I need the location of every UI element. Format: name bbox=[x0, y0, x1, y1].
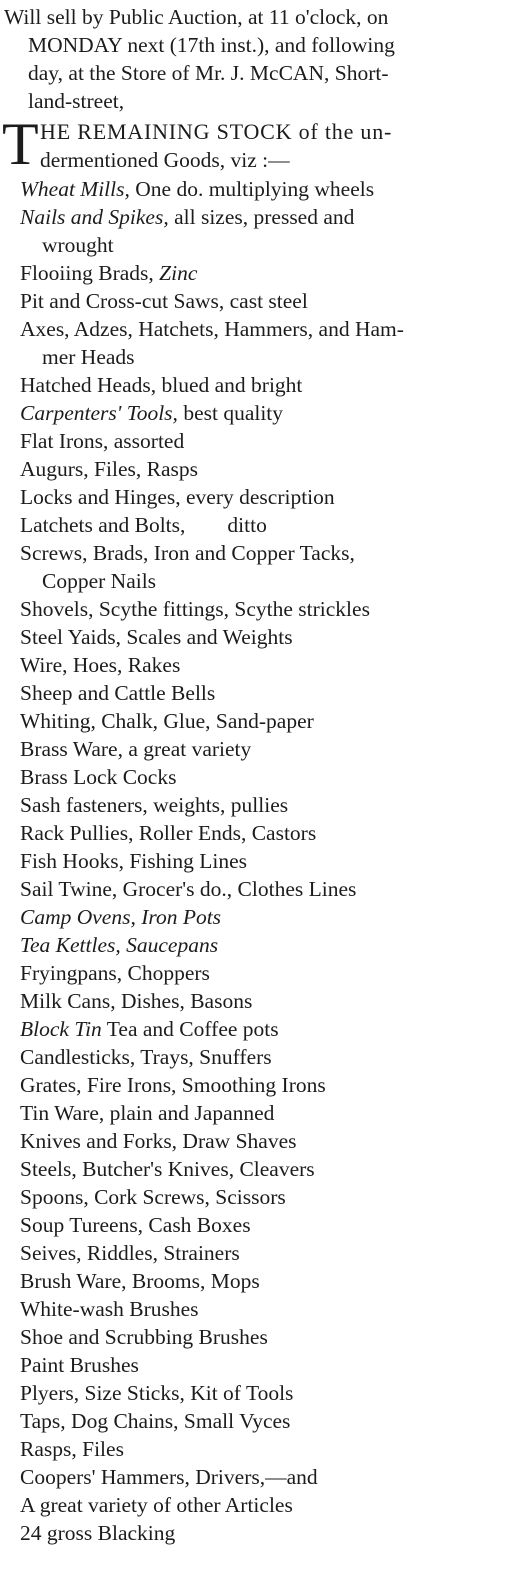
item-text: One do. multiplying wheels bbox=[129, 177, 375, 201]
item-text: Tea and Coffee pots bbox=[101, 1017, 279, 1041]
list-item bbox=[20, 791, 512, 819]
item-text: Shovels, Scythe fittings, Scythe strickles bbox=[20, 597, 370, 621]
list-item bbox=[20, 1099, 512, 1127]
item-text: all sizes, pressed and bbox=[168, 205, 355, 229]
item-text: Screws, Brads, Iron and Copper Tacks, bbox=[20, 541, 355, 565]
headline-line: dermentioned Goods, viz :— bbox=[40, 148, 290, 172]
list-item bbox=[20, 959, 512, 987]
item-text: Paint Brushes bbox=[20, 1353, 139, 1377]
item-text: Flat Irons, assorted bbox=[20, 429, 185, 453]
item-continuation: Copper Nails bbox=[42, 569, 157, 593]
list-item bbox=[20, 539, 512, 595]
list-item bbox=[20, 1323, 512, 1351]
item-text: Coopers' Hammers, Drivers,—and bbox=[20, 1465, 318, 1489]
list-item bbox=[20, 259, 512, 287]
item-ditto: ditto bbox=[227, 513, 267, 537]
list-item bbox=[20, 595, 512, 623]
list-item bbox=[20, 511, 512, 539]
auction-intro bbox=[4, 3, 512, 115]
item-text: White-wash Brushes bbox=[20, 1297, 199, 1321]
item-text: Wire, Hoes, Rakes bbox=[20, 653, 181, 677]
item-italic-text: Block Tin bbox=[20, 1017, 102, 1041]
item-italic-text: Zinc bbox=[159, 261, 198, 285]
list-item bbox=[20, 1211, 512, 1239]
item-text: Sheep and Cattle Bells bbox=[20, 681, 216, 705]
list-item bbox=[20, 1043, 512, 1071]
intro-line: day, at the Store of Mr. J. McCAN, Short- bbox=[28, 61, 389, 85]
drop-cap: T bbox=[2, 111, 39, 177]
list-item bbox=[20, 1015, 512, 1043]
intro-line: land-street, bbox=[28, 89, 125, 113]
item-text: Flooiing Brads, bbox=[20, 261, 160, 285]
list-item bbox=[20, 175, 512, 203]
item-text: Whiting, Chalk, Glue, Sand-paper bbox=[20, 709, 314, 733]
item-text: Axes, Adzes, Hatchets, Hammers, and Ham- bbox=[20, 317, 404, 341]
item-text: best quality bbox=[177, 401, 284, 425]
list-item bbox=[20, 455, 512, 483]
item-text: Shoe and Scrubbing Brushes bbox=[20, 1325, 268, 1349]
item-text: Sash fasteners, weights, pullies bbox=[20, 793, 289, 817]
list-item bbox=[20, 1127, 512, 1155]
item-text: 24 gross Blacking bbox=[20, 1521, 176, 1545]
list-item bbox=[20, 931, 512, 959]
list-item bbox=[20, 1351, 512, 1379]
list-item bbox=[20, 1491, 512, 1519]
item-text: Knives and Forks, Draw Shaves bbox=[20, 1129, 297, 1153]
intro-line: MONDAY next (17th inst.), and following bbox=[28, 33, 395, 57]
item-text: Brass Lock Cocks bbox=[20, 765, 177, 789]
item-text: Locks and Hinges, every description bbox=[20, 485, 335, 509]
list-item bbox=[20, 1435, 512, 1463]
list-item bbox=[20, 875, 512, 903]
list-item bbox=[20, 1519, 512, 1547]
list-item bbox=[20, 987, 512, 1015]
list-item bbox=[20, 819, 512, 847]
list-item bbox=[20, 623, 512, 651]
list-item bbox=[20, 483, 512, 511]
item-italic-text: Wheat Mills, bbox=[20, 177, 130, 201]
list-item bbox=[20, 763, 512, 791]
stock-headline bbox=[2, 111, 512, 177]
item-text: Brass Ware, a great variety bbox=[20, 737, 252, 761]
item-text: Latchets and Bolts, bbox=[20, 513, 186, 537]
list-item bbox=[20, 1183, 512, 1211]
list-item bbox=[20, 1239, 512, 1267]
item-text: Rasps, Files bbox=[20, 1437, 124, 1461]
item-text: Plyers, Size Sticks, Kit of Tools bbox=[20, 1381, 294, 1405]
list-item bbox=[20, 651, 512, 679]
item-italic-text: Nails and Spikes, bbox=[20, 205, 169, 229]
item-text: Brush Ware, Brooms, Mops bbox=[20, 1269, 260, 1293]
item-text: Taps, Dog Chains, Small Vyces bbox=[20, 1409, 291, 1433]
list-item bbox=[20, 399, 512, 427]
item-text: Fish Hooks, Fishing Lines bbox=[20, 849, 247, 873]
item-text: Augurs, Files, Rasps bbox=[20, 457, 198, 481]
list-item bbox=[20, 1155, 512, 1183]
list-item bbox=[20, 287, 512, 315]
list-item bbox=[20, 1071, 512, 1099]
item-text: Seives, Riddles, Strainers bbox=[20, 1241, 240, 1265]
list-item bbox=[20, 371, 512, 399]
item-text: Steels, Butcher's Knives, Cleavers bbox=[20, 1157, 315, 1181]
goods-list bbox=[20, 175, 512, 1547]
item-text: Soup Tureens, Cash Boxes bbox=[20, 1213, 251, 1237]
list-item bbox=[20, 847, 512, 875]
item-text: Tin Ware, plain and Japanned bbox=[20, 1101, 275, 1125]
list-item bbox=[20, 1463, 512, 1491]
item-text: Candlesticks, Trays, Snuffers bbox=[20, 1045, 272, 1069]
item-continuation: wrought bbox=[42, 233, 114, 257]
list-item bbox=[20, 735, 512, 763]
item-text: Hatched Heads, blued and bright bbox=[20, 373, 303, 397]
list-item bbox=[20, 1407, 512, 1435]
list-item bbox=[20, 1379, 512, 1407]
list-item bbox=[20, 203, 512, 259]
item-italic-text: Tea Kettles, Saucepans bbox=[20, 933, 219, 957]
item-text: Pit and Cross-cut Saws, cast steel bbox=[20, 289, 308, 313]
item-text: Spoons, Cork Screws, Scissors bbox=[20, 1185, 286, 1209]
item-continuation: mer Heads bbox=[42, 345, 135, 369]
item-text: Fryingpans, Choppers bbox=[20, 961, 210, 985]
list-item bbox=[20, 1267, 512, 1295]
list-item bbox=[20, 679, 512, 707]
item-text: Grates, Fire Irons, Smoothing Irons bbox=[20, 1073, 326, 1097]
list-item bbox=[20, 1295, 512, 1323]
list-item bbox=[20, 903, 512, 931]
item-italic-text: Carpenters' Tools, bbox=[20, 401, 178, 425]
list-item bbox=[20, 315, 512, 371]
item-italic-text: Camp Ovens, Iron Pots bbox=[20, 905, 222, 929]
item-text: A great variety of other Articles bbox=[20, 1493, 293, 1517]
item-text: Sail Twine, Grocer's do., Clothes Lines bbox=[20, 877, 357, 901]
list-item bbox=[20, 427, 512, 455]
item-text: Rack Pullies, Roller Ends, Castors bbox=[20, 821, 317, 845]
item-text: Steel Yaids, Scales and Weights bbox=[20, 625, 293, 649]
intro-line: Will sell by Public Auction, at 11 o'clock, on bbox=[4, 5, 389, 29]
list-item bbox=[20, 707, 512, 735]
item-text: Milk Cans, Dishes, Basons bbox=[20, 989, 253, 1013]
headline-line: HE REMAINING STOCK of the un- bbox=[40, 119, 393, 144]
